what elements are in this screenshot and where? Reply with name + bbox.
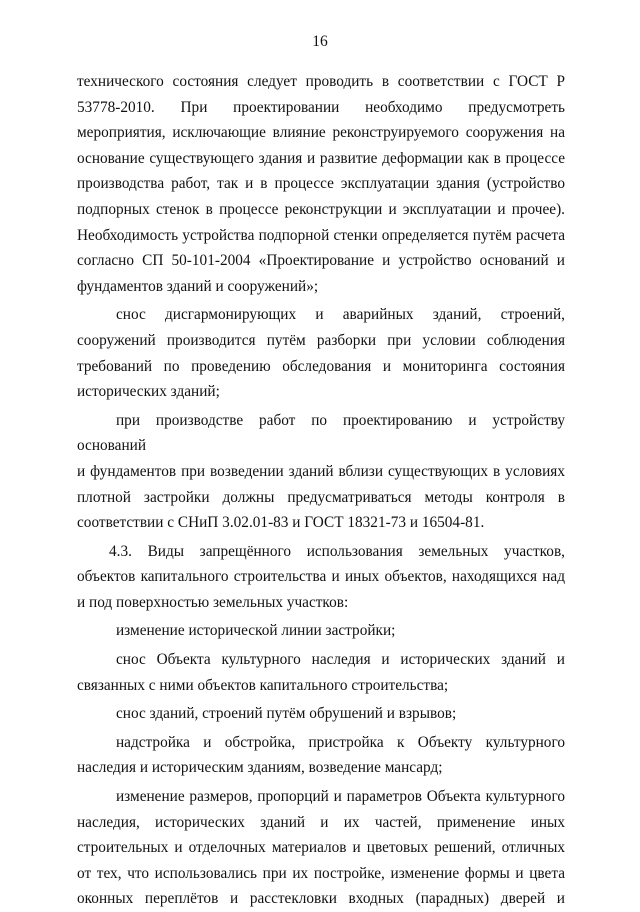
list-item-explosions: снос зданий, строений путём обрушений и взрывов; [116, 705, 457, 723]
list-item-superstructure: надстройка и обстройка, пристройка к Объекту культурного наследия и историческим зданиям, возведение мансард; [77, 733, 565, 777]
list-item-proportions: изменение размеров, пропорций и параметров Объекта культурного наследия, исторических зданий и их частей, применение иных строительных и отделочных материалов и цветовых решений, отличных от тех, что использовались при их постройке, изменение формы и цвета оконных переплётов и расстекловки входных (парадных) дверей и [77, 788, 565, 908]
document-body [77, 69, 565, 912]
paragraph-soil-foundations: технического состояния следует проводить в соответствии с ГОСТ Р 53778-2010. При проектировании необходимо предусмотреть мероприятия, исключающие влияние реконструируемого сооружения на основание существующего здания и развитие деформации как в процессе производства работ, так и в процессе эксплуатации здания (устройство подпорных стенок в процессе реконструкции и эксплуатации и прочее). Необходимость устройства подпорной стенки определяется путём расчета согласно СП 50-101-2004 «Проектирование и устройство оснований и фундаментов зданий и сооружений»; [77, 73, 565, 295]
section-heading-4-3: 4.3. Виды запрещённого использования земельных участков, объектов капитального строительства и иных объектов, находящихся над и под поверхностью земельных участков: [77, 542, 565, 611]
list-item-heritage-demolition: снос Объекта культурного наследия и исторических зданий и связанных с ними объектов капитального строительства; [77, 651, 565, 694]
paragraph-demolition-disharmonious: снос дисгармонирующих и аварийных зданий, строений, сооружений производится путём разборки при условии соблюдения требований по проведению обследования и мониторинга состояния исторических зданий; [77, 306, 565, 401]
paragraph-foundations-control: и фундаментов при возведении зданий вблизи существующих в условиях плотной застройки должны предусматриваться методы контроля в соответствии с СНиП 3.02.01-83 и ГОСТ 18321-73 и 16504-81. [77, 462, 565, 532]
page-number: 16 [312, 33, 328, 50]
paragraph-design-works: при производстве работ по проектированию и устройству оснований [77, 411, 565, 455]
list-item-building-line: изменение исторической линии застройки; [116, 622, 396, 640]
